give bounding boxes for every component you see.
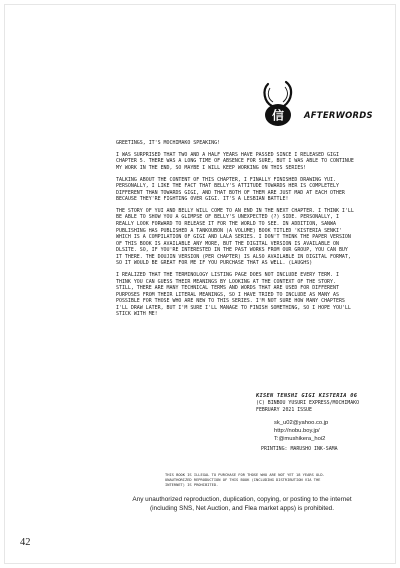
paragraph-surprise: I WAS SURPRISED THAT TWO AND A HALF YEARS HAVE PASSED SINCE I RELEASED GIGI CHAPTER 5. THERE WAS A LONG TIME OF ABSENCE FOR SURE, BUT I WAS ABLE TO CONTINUE MY WORK IN THE END, SO MAYBE I WILL KEEP WORKING ON THIS SERIES! <box>116 151 354 171</box>
age-notice <box>165 473 380 488</box>
prohibition-line: (including SNS, Net Auction, and Flea market apps) is prohibited. <box>149 504 334 512</box>
afterword-body <box>116 140 356 323</box>
paragraph-terminology: I REALIZED THAT THE TERMINOLOGY LISTING PAGE DOES NOT INCLUDE EVERY TERM. I THINK YOU CAN GUESS THEIR MEANINGS BY LOOKING AT THE CONTEXT OF THE STORY. STILL, THERE ARE MANY TECHNICAL TERMS AND WORDS THAT ARE USED FOR DIFFERENT PURPOSES FROM THEIR LITERAL MEANINGS, SO I HAVE TRIED TO INCLUDE AS MANY AS POSSIBLE FOR THOSE WHO ARE NEW TO THIS SERIES. I'M NOT SURE HOW MANY CHAPTERS I'LL DRAW LATER, BUT I'M SURE I'LL MANAGE TO FINISH SOMETHING, SO I HOPE YOU'LL STICK WITH ME! <box>116 272 351 318</box>
notice-line: INTERNET) IS PROHIBITED. <box>165 483 219 487</box>
contact-email: sk_u02@yahoo.co.jp <box>274 419 329 426</box>
book-title: KISEN TENSHI GIGI KISTERIA 06 <box>256 393 358 399</box>
colophon <box>256 393 384 453</box>
afterwords-header <box>258 80 378 128</box>
paragraph-greeting: GREETINGS, IT'S MOCHIMAKO SPEAKING! <box>116 140 221 146</box>
section-title: AFTERWORDS <box>304 110 373 120</box>
contact-website: http://nobu.boy.jp/ <box>274 427 320 434</box>
contact-twitter: T:@mushikera_hoi2 <box>274 436 326 442</box>
rabbit-logo-icon <box>258 80 304 128</box>
reproduction-prohibition <box>92 496 392 513</box>
prohibition-line: Any unauthorized reproduction, duplication, copying, or posting to the internet <box>132 496 352 503</box>
page-number: 42 <box>20 537 31 548</box>
paragraph-next-chapter: THE STORY OF YUI AND BELLY WILL COME TO AN END IN THE NEXT CHAPTER. I THINK I'LL BE ABLE TO SHOW YOU A GLIMPSE OF BELLY'S UNEXPECTED (?) SIDE. PERSONALLY, I REALLY LOOK FORWARD TO RELEASE IT FOR THE WORLD TO SEE. IN ADDITION, SANWA PUBLISHING HAS PUBLISHED A TANKOUBON (A VOLUME) BOOK TITLED 'KISTERIA SENKI' WHICH IS A COMPILATION OF GIGI AND LALA SERIES. I DON'T THINK THE PAPER VERSION OF THIS BOOK IS AVAILABLE ANY MORE, BUT THE DIGITAL VERSION IS AVAILABLE ON DLSITE. SO, IF YOU'RE INTERESTED IN THE PAST WORKS FROM OUR GROUP, YOU CAN BUY IT THERE. THE DOUJIN VERSION (PER CHAPTER) IS ALSO AVAILABLE IN DIGITAL FORMAT, SO IT WOULD BE GREAT FOR ME IF YOU PURCHASE THAT AS WELL. (LAUGHS) <box>116 207 354 267</box>
printing-credit: PRINTING: MARUSHO INK-SAMA <box>261 446 338 453</box>
issue-date: FEBRUARY 2021 ISSUE <box>256 406 312 413</box>
notice-line: THIS BOOK IS ILLEGAL TO PURCHASE FOR THOSE WHO ARE NOT YET 18 YEARS OLD. <box>165 473 325 477</box>
notice-line: UNAUTHORIZED REPRODUCTION OF THIS BOOK (INCLUDING DISTRIBUTION VIA THE <box>165 478 321 482</box>
copyright-line: (C) BINBOU YUSURI EXPRESS/MOCHIMAKO <box>256 400 360 406</box>
paragraph-chapter-content: TALKING ABOUT THE CONTENT OF THIS CHAPTER, I FINALLY FINISHED DRAWING YUI. PERSONALLY, I LIKE THE FACT THAT BELLY'S ATTITUDE TOWARDS HER IS COMPLETELY DIFFERENT THAN TOWARDS GIGI, AND THAT BOTH OF THEM ARE JUST MAD AT EACH OTHER BECAUSE THEY'RE FIGHTING OVER GIGI. IT'S A LESBIAN BATTLE! <box>116 176 345 203</box>
logo-character: 信 <box>271 108 285 123</box>
